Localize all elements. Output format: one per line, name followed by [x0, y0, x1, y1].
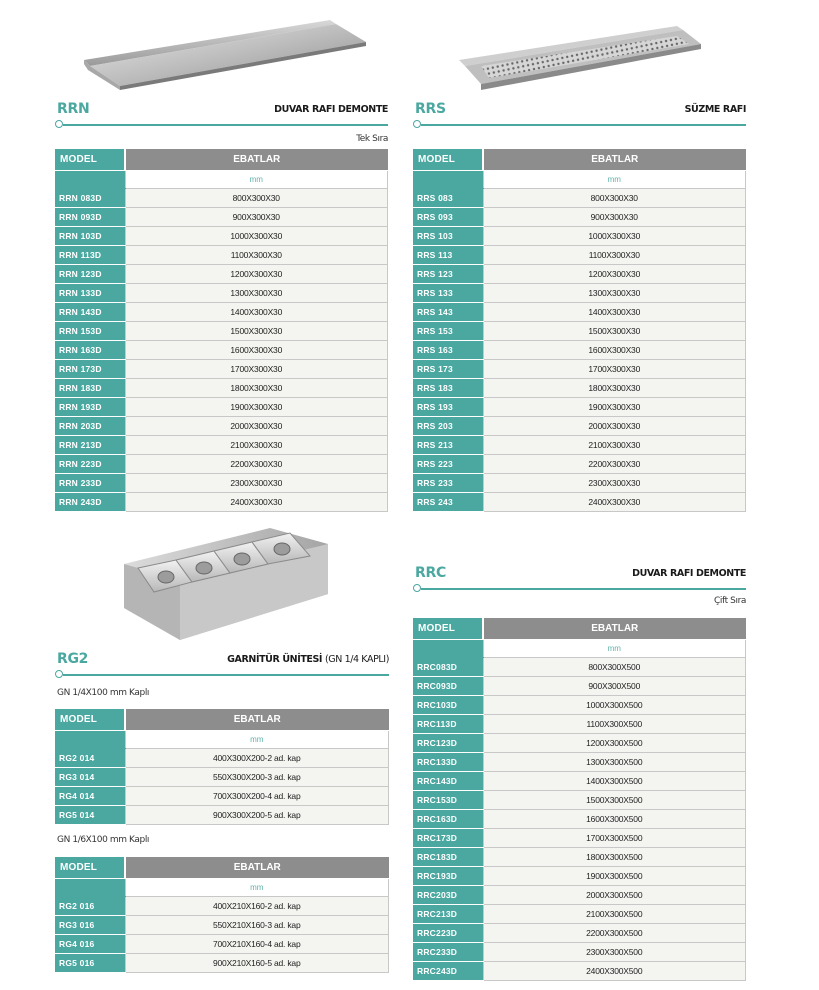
- size-cell: 900X210X160-5 ad. kap: [125, 954, 389, 973]
- table-row: [413, 227, 746, 246]
- table-row: [55, 935, 389, 954]
- table-row: [413, 303, 746, 322]
- model-cell: RG4 014: [55, 787, 125, 806]
- model-cell: RRN 243D: [55, 493, 125, 512]
- rrc-table: [413, 618, 746, 981]
- size-cell: 1400X300X30: [125, 303, 388, 322]
- table-row: [55, 265, 388, 284]
- model-cell: RG2 014: [55, 749, 125, 768]
- rrn-table: [55, 149, 388, 512]
- size-cell: 1900X300X30: [125, 398, 388, 417]
- table-row: [413, 810, 746, 829]
- model-cell: RRC233D: [413, 943, 483, 962]
- size-cell: 1900X300X30: [483, 398, 746, 417]
- size-cell: 2000X300X30: [125, 417, 388, 436]
- table-row: [413, 829, 746, 848]
- model-cell: RRS 123: [413, 265, 483, 284]
- rrn-note: Tek Sıra: [356, 134, 388, 144]
- size-cell: 1100X300X30: [483, 246, 746, 265]
- size-cell: 1600X300X30: [483, 341, 746, 360]
- size-cell: 1200X300X30: [125, 265, 388, 284]
- table-row: [413, 791, 746, 810]
- table-row: [55, 916, 389, 935]
- rrn-code: RRN: [57, 101, 90, 117]
- size-cell: 2200X300X30: [483, 455, 746, 474]
- rrc-title: DUVAR RAFI DEMONTE: [632, 568, 746, 579]
- rrc-section: [413, 565, 746, 981]
- table-row: [413, 753, 746, 772]
- table-row: [413, 474, 746, 493]
- rrc-code: RRC: [415, 565, 446, 581]
- model-cell: RRN 083D: [55, 189, 125, 208]
- size-cell: 1700X300X30: [125, 360, 388, 379]
- table-row: [413, 208, 746, 227]
- rrs-drain-shelf-image: [455, 22, 705, 92]
- table-row: [413, 189, 746, 208]
- table-row: [55, 954, 389, 973]
- size-cell: 900X300X30: [483, 208, 746, 227]
- model-cell: RRC113D: [413, 715, 483, 734]
- model-cell: RRC083D: [413, 658, 483, 677]
- model-cell: RRN 153D: [55, 322, 125, 341]
- size-cell: 400X300X200-2 ad. kap: [125, 749, 389, 768]
- model-cell: RG4 016: [55, 935, 125, 954]
- table-row: [413, 943, 746, 962]
- table-row: [413, 715, 746, 734]
- model-cell: RRN 103D: [55, 227, 125, 246]
- rg2-garnish-unit-image: [120, 524, 332, 644]
- table-row: [413, 886, 746, 905]
- table-row: [413, 962, 746, 981]
- table-row: [413, 436, 746, 455]
- model-cell: RRS 143: [413, 303, 483, 322]
- table-row: [413, 905, 746, 924]
- table-row: [413, 772, 746, 791]
- table-row: [413, 341, 746, 360]
- model-header: MODEL: [55, 857, 125, 879]
- size-cell: 1900X300X500: [483, 867, 746, 886]
- model-cell: RRS 113: [413, 246, 483, 265]
- table-row: [413, 417, 746, 436]
- rrn-shelf-image: [80, 14, 370, 90]
- table-row: [413, 924, 746, 943]
- table-row: [55, 787, 389, 806]
- table-row: [413, 848, 746, 867]
- unit-label: mm: [483, 640, 746, 658]
- rrs-code: RRS: [415, 101, 446, 117]
- size-cell: 2400X300X500: [483, 962, 746, 981]
- model-header: MODEL: [413, 149, 483, 171]
- size-cell: 700X300X200-4 ad. kap: [125, 787, 389, 806]
- table-row: [55, 284, 388, 303]
- size-cell: 1600X300X500: [483, 810, 746, 829]
- table-row: [55, 208, 388, 227]
- size-cell: 1500X300X30: [483, 322, 746, 341]
- model-cell: RRS 083: [413, 189, 483, 208]
- table-row: [55, 246, 388, 265]
- model-cell: RRC123D: [413, 734, 483, 753]
- size-cell: 400X210X160-2 ad. kap: [125, 897, 389, 916]
- size-header: EBATLAR: [125, 857, 389, 879]
- model-cell: RG3 016: [55, 916, 125, 935]
- rrn-divider: [55, 120, 388, 128]
- size-cell: 2000X300X30: [483, 417, 746, 436]
- model-cell: RRC163D: [413, 810, 483, 829]
- size-cell: 2400X300X30: [125, 493, 388, 512]
- model-cell: RRC203D: [413, 886, 483, 905]
- rg2-section: [55, 651, 389, 973]
- table-row: [55, 322, 388, 341]
- model-cell: RG2 016: [55, 897, 125, 916]
- size-cell: 1800X300X30: [483, 379, 746, 398]
- model-cell: RRS 223: [413, 455, 483, 474]
- model-header: MODEL: [55, 149, 125, 171]
- rg2-note-2: GN 1/6X100 mm Kaplı: [57, 835, 150, 845]
- model-cell: RRS 243: [413, 493, 483, 512]
- rrn-header: [55, 101, 388, 123]
- model-cell: RRC153D: [413, 791, 483, 810]
- size-cell: 1000X300X30: [125, 227, 388, 246]
- rrn-title: DUVAR RAFI DEMONTE: [274, 104, 388, 115]
- model-cell: RRC133D: [413, 753, 483, 772]
- size-cell: 1400X300X30: [483, 303, 746, 322]
- table-header-row: [413, 618, 746, 640]
- model-cell: RRS 133: [413, 284, 483, 303]
- model-header: MODEL: [55, 709, 125, 731]
- size-header: EBATLAR: [125, 709, 389, 731]
- table-row: [55, 806, 389, 825]
- size-cell: 2100X300X500: [483, 905, 746, 924]
- size-cell: 1100X300X500: [483, 715, 746, 734]
- size-cell: 1700X300X500: [483, 829, 746, 848]
- size-cell: 2100X300X30: [125, 436, 388, 455]
- model-cell: RRN 133D: [55, 284, 125, 303]
- model-cell: RRC243D: [413, 962, 483, 981]
- model-cell: RRN 173D: [55, 360, 125, 379]
- size-cell: 900X300X200-5 ad. kap: [125, 806, 389, 825]
- table-row: [55, 341, 388, 360]
- table-row: [413, 455, 746, 474]
- model-cell: RRN 183D: [55, 379, 125, 398]
- model-cell: RRC173D: [413, 829, 483, 848]
- size-cell: 1500X300X500: [483, 791, 746, 810]
- size-cell: 1300X300X500: [483, 753, 746, 772]
- table-row: [413, 284, 746, 303]
- table-row: [55, 360, 388, 379]
- size-cell: 550X210X160-3 ad. kap: [125, 916, 389, 935]
- unit-row: [55, 731, 389, 749]
- size-cell: 2300X300X30: [125, 474, 388, 493]
- size-cell: 1800X300X30: [125, 379, 388, 398]
- table-row: [55, 398, 388, 417]
- size-header: EBATLAR: [483, 149, 746, 171]
- model-cell: RRN 093D: [55, 208, 125, 227]
- size-cell: 2200X300X500: [483, 924, 746, 943]
- model-cell: RRC213D: [413, 905, 483, 924]
- size-cell: 800X300X500: [483, 658, 746, 677]
- rg2-table-2: [55, 857, 389, 973]
- model-cell: RRS 103: [413, 227, 483, 246]
- model-cell: RRC223D: [413, 924, 483, 943]
- table-row: [55, 474, 388, 493]
- model-cell: RRN 163D: [55, 341, 125, 360]
- model-cell: RRS 093: [413, 208, 483, 227]
- size-cell: 2100X300X30: [483, 436, 746, 455]
- unit-row: [413, 171, 746, 189]
- size-cell: 800X300X30: [483, 189, 746, 208]
- table-header-row: [55, 149, 388, 171]
- size-cell: 900X300X500: [483, 677, 746, 696]
- size-cell: 800X300X30: [125, 189, 388, 208]
- model-cell: RRN 213D: [55, 436, 125, 455]
- model-cell: RRN 233D: [55, 474, 125, 493]
- model-cell: RRS 183: [413, 379, 483, 398]
- model-header: MODEL: [413, 618, 483, 640]
- unit-row: [55, 879, 389, 897]
- size-cell: 700X210X160-4 ad. kap: [125, 935, 389, 954]
- table-row: [55, 417, 388, 436]
- model-cell: RRC183D: [413, 848, 483, 867]
- model-cell: RG5 014: [55, 806, 125, 825]
- rrs-divider: [413, 120, 746, 128]
- table-header-row: [55, 857, 389, 879]
- model-cell: RRN 223D: [55, 455, 125, 474]
- model-cell: RRN 113D: [55, 246, 125, 265]
- table-row: [55, 493, 388, 512]
- table-row: [55, 768, 389, 787]
- table-row: [413, 379, 746, 398]
- model-cell: RRN 203D: [55, 417, 125, 436]
- table-row: [413, 658, 746, 677]
- rrc-header: [413, 565, 746, 587]
- size-cell: 1500X300X30: [125, 322, 388, 341]
- size-cell: 1000X300X30: [483, 227, 746, 246]
- rg2-code: RG2: [57, 651, 89, 667]
- size-cell: 900X300X30: [125, 208, 388, 227]
- model-cell: RRS 213: [413, 436, 483, 455]
- size-cell: 1200X300X500: [483, 734, 746, 753]
- rrc-divider: [413, 584, 746, 592]
- table-row: [413, 867, 746, 886]
- size-cell: 2300X300X500: [483, 943, 746, 962]
- size-cell: 550X300X200-3 ad. kap: [125, 768, 389, 787]
- size-cell: 1300X300X30: [483, 284, 746, 303]
- table-row: [413, 734, 746, 753]
- rg2-note-1: GN 1/4X100 mm Kaplı: [57, 688, 150, 698]
- unit-row: [55, 171, 388, 189]
- model-cell: RG5 016: [55, 954, 125, 973]
- size-cell: 2300X300X30: [483, 474, 746, 493]
- table-row: [55, 436, 388, 455]
- model-cell: RRC143D: [413, 772, 483, 791]
- table-row: [413, 677, 746, 696]
- table-row: [413, 265, 746, 284]
- model-cell: RRC093D: [413, 677, 483, 696]
- table-row: [413, 246, 746, 265]
- model-cell: RRS 173: [413, 360, 483, 379]
- size-cell: 1000X300X500: [483, 696, 746, 715]
- table-row: [55, 379, 388, 398]
- size-header: EBATLAR: [483, 618, 746, 640]
- rrc-note: Çift Sıra: [713, 596, 746, 606]
- rg2-table-1: [55, 709, 389, 825]
- rg2-header: [55, 651, 389, 673]
- size-cell: 1300X300X30: [125, 284, 388, 303]
- model-cell: RRC103D: [413, 696, 483, 715]
- table-row: [55, 897, 389, 916]
- table-header-row: [413, 149, 746, 171]
- size-cell: 1100X300X30: [125, 246, 388, 265]
- model-cell: RRC193D: [413, 867, 483, 886]
- rrs-title: SÜZME RAFI: [684, 104, 746, 115]
- size-cell: 2200X300X30: [125, 455, 388, 474]
- unit-label: mm: [125, 171, 388, 189]
- model-cell: RRS 163: [413, 341, 483, 360]
- rg2-divider: [55, 670, 389, 678]
- model-cell: RRN 193D: [55, 398, 125, 417]
- rg2-title: GARNİTÜR ÜNİTESİ (GN 1/4 KAPLI): [227, 654, 389, 665]
- table-row: [55, 455, 388, 474]
- rrs-header: [413, 101, 746, 123]
- table-row: [413, 493, 746, 512]
- unit-row: [413, 640, 746, 658]
- size-cell: 2400X300X30: [483, 493, 746, 512]
- model-cell: RRN 143D: [55, 303, 125, 322]
- model-cell: RRS 153: [413, 322, 483, 341]
- model-cell: RRS 203: [413, 417, 483, 436]
- table-row: [413, 322, 746, 341]
- rrs-table: [413, 149, 746, 512]
- table-row: [55, 749, 389, 768]
- rrn-section: [55, 101, 388, 512]
- table-row: [55, 227, 388, 246]
- size-cell: 2000X300X500: [483, 886, 746, 905]
- size-cell: 1400X300X500: [483, 772, 746, 791]
- size-header: EBATLAR: [125, 149, 388, 171]
- unit-label: mm: [125, 879, 389, 897]
- size-cell: 1800X300X500: [483, 848, 746, 867]
- table-row: [413, 696, 746, 715]
- size-cell: 1700X300X30: [483, 360, 746, 379]
- size-cell: 1200X300X30: [483, 265, 746, 284]
- model-cell: RG3 014: [55, 768, 125, 787]
- table-header-row: [55, 709, 389, 731]
- rrs-section: [413, 101, 746, 512]
- model-cell: RRN 123D: [55, 265, 125, 284]
- unit-label: mm: [483, 171, 746, 189]
- model-cell: RRS 233: [413, 474, 483, 493]
- table-row: [413, 360, 746, 379]
- unit-label: mm: [125, 731, 389, 749]
- table-row: [55, 303, 388, 322]
- size-cell: 1600X300X30: [125, 341, 388, 360]
- table-row: [55, 189, 388, 208]
- table-row: [413, 398, 746, 417]
- model-cell: RRS 193: [413, 398, 483, 417]
